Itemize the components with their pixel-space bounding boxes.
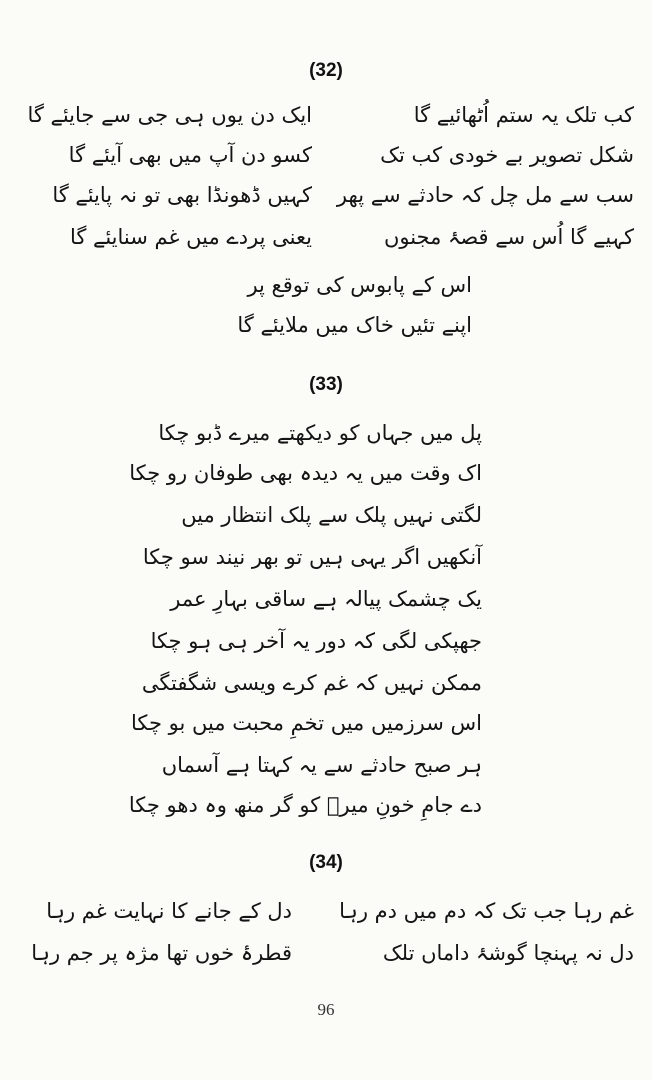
verse-line: دل نہ پہنچا گوشۂ داماں تلک [382,941,634,965]
verse-line: یعنی پردے میں غم سنایئے گا [69,225,312,249]
verse-line: شکل تصویر بے خودی کب تک [380,143,634,167]
verse-line: کہیے گا اُس سے قصۂ مجنوں [383,225,634,249]
verse-line: ہر صبح حادثے سے یہ کہتا ہے آسماں [161,753,482,777]
verse-line: پل میں جہاں کو دیکھتے میرے ڈبو چکا [158,421,482,445]
page-number: 96 [317,1000,335,1019]
verse-line: کب تلک یہ ستم اُٹھائیے گا [413,103,634,127]
verse-line: دل کے جانے کا نہایت غم رہا [46,899,292,923]
verse-line: ممکن نہیں کہ غم کرے ویسی شگفتگی [141,671,482,695]
verse-line: کہیں ڈھونڈا بھی تو نہ پایئے گا [52,183,312,207]
verse-line: یک چشمک پیالہ ہے ساقی بہارِ عمر [170,587,482,611]
verse-line: ایک دن یوں ہی جی سے جایئے گا [27,103,312,127]
verse-line: کسو دن آپ میں بھی آیئے گا [68,143,312,167]
verse-line: اس سرزمیں میں تخمِ محبت میں بو چکا [130,711,482,735]
verse-line: اس کے پابوس کی توقع پر [247,273,472,297]
verse-line: دے جامِ خونِ میرؔ کو گر منھ وہ دھو چکا [128,793,482,817]
verse-line: غم رہا جب تک کہ دم میں دم رہا [339,899,634,923]
verse-line: اپنے تئیں خاک میں ملایئے گا [237,313,472,337]
ghazal-number: (33) [309,374,343,395]
verse-line: جھپکی لگی کہ دور یہ آخر ہی ہو چکا [150,629,482,653]
ghazal-number: (32) [309,60,343,81]
ghazal-number: (34) [309,852,343,873]
verse-line: اک وقت میں یہ دیدہ بھی طوفان رو چکا [129,461,482,485]
verse-line: لگتی نہیں پلک سے پلک انتظار میں [181,503,482,527]
verse-line: قطرۂ خوں تھا مژہ پر جم رہا [31,941,292,965]
verse-line: آنکھیں اگر یہی ہیں تو بھر نیند سو چکا [142,545,482,569]
verse-line: سب سے مل چل کہ حادثے سے پھر [336,183,634,207]
